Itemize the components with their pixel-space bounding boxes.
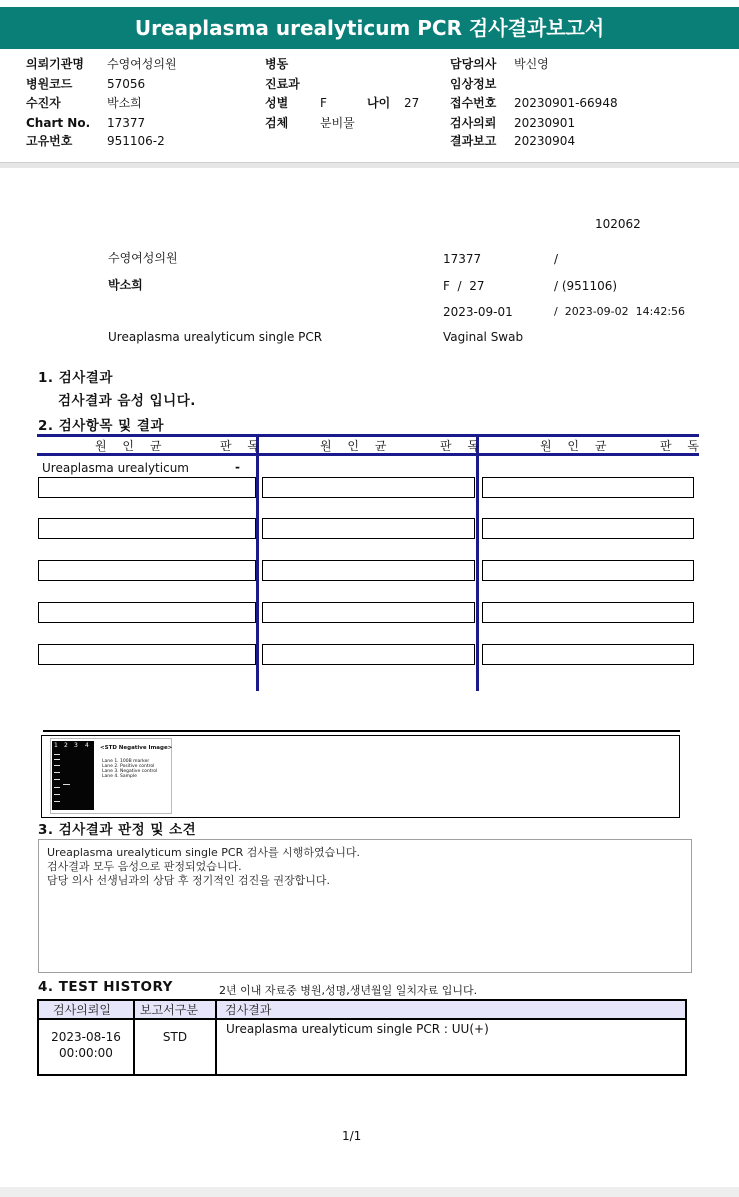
opinion-line: 검사결과 모두 음성으로 판정되었습니다. <box>47 860 242 873</box>
history-header-result: 검사결과 <box>225 1003 272 1017</box>
summary-chart: 17377 <box>443 252 482 266</box>
header-label-request-date: 검사의뢰 <box>450 116 497 130</box>
opinion-box <box>38 839 692 973</box>
result-box <box>482 477 694 498</box>
section1-result: 검사결과 음성 입니다. <box>58 393 196 409</box>
results-table-divider-1 <box>256 434 259 691</box>
section4-note: 2년 이내 자료중 병원,성명,생년월일 일치자료 입니다. <box>219 984 478 997</box>
header-value-patient: 박소희 <box>107 96 142 110</box>
header-label-chart: Chart No. <box>26 116 91 130</box>
gel-caption-line: Lane 2. Positive control <box>102 764 155 769</box>
result-box <box>482 560 694 581</box>
summary-patient: 박소희 <box>108 278 143 292</box>
result-box <box>38 644 256 665</box>
summary-hospital: 수영여성의원 <box>108 251 178 265</box>
gel-band <box>54 759 60 760</box>
page-number: 1/1 <box>342 1129 362 1143</box>
header-value-age: 27 <box>404 96 420 110</box>
result-judgement-value: - <box>235 460 240 474</box>
section3-title: 3. 검사결과 판정 및 소견 <box>38 822 197 838</box>
header-label-age: 나이 <box>367 96 391 110</box>
gel-band <box>54 779 60 780</box>
history-row-date: 2023-08-16 <box>51 1030 121 1044</box>
result-pathogen-name: Ureaplasma urealyticum <box>42 461 189 475</box>
section1-title: 1. 검사결과 <box>38 370 113 386</box>
header-label-report-date: 결과보고 <box>450 134 497 148</box>
gel-band <box>63 784 70 785</box>
summary-code: 102062 <box>595 217 641 231</box>
history-row-result: Ureaplasma urealyticum single PCR : UU(+) <box>226 1022 489 1036</box>
header-value-institution: 수영여성의원 <box>107 57 177 71</box>
header-label-dept: 진료과 <box>265 77 300 91</box>
summary-birth: / (951106) <box>554 279 618 293</box>
gel-caption-line: Lane 1. 100B marker <box>102 759 150 764</box>
history-col-divider <box>215 1001 217 1074</box>
col-header-pathogen-3: 원 인 균 <box>540 439 613 453</box>
history-table <box>37 999 687 1076</box>
result-box <box>482 644 694 665</box>
col-header-pathogen-1: 원 인 균 <box>95 439 168 453</box>
header-value-report-date: 20230904 <box>514 134 576 148</box>
history-row-type: STD <box>162 1030 188 1044</box>
result-box <box>262 518 475 539</box>
header-label-receipt-no: 접수번호 <box>450 96 497 110</box>
header-label-patient: 수진자 <box>26 96 61 110</box>
header-label-ward: 병동 <box>265 57 289 71</box>
gel-band <box>54 794 60 795</box>
result-box <box>38 560 256 581</box>
col-header-judgement-2: 판 독 <box>440 439 485 453</box>
summary-date1: 2023-09-01 <box>443 305 513 319</box>
summary-slash: / <box>554 252 559 266</box>
gel-caption-title: <STD Negative Image> <box>100 745 173 751</box>
result-box <box>262 644 475 665</box>
result-box <box>38 602 256 623</box>
gel-band <box>54 787 60 788</box>
result-box <box>262 560 475 581</box>
section4-title: 4. TEST HISTORY <box>38 979 173 995</box>
header-label-specimen: 검체 <box>265 116 289 130</box>
gel-lane-label: 2 <box>64 742 68 749</box>
header-value-doctor: 박신영 <box>514 57 549 71</box>
footer-bar <box>0 1187 739 1197</box>
gel-electrophoresis-image <box>52 741 94 810</box>
header-value-hospital-code: 57056 <box>107 77 146 91</box>
gel-band <box>54 801 60 802</box>
col-header-judgement-1: 판 독 <box>220 439 265 453</box>
gel-lane-label: 1 <box>54 742 58 749</box>
gel-band <box>54 765 60 766</box>
results-table-divider-2 <box>476 434 479 691</box>
result-box <box>38 477 256 498</box>
header-label-institution: 의뢰기관명 <box>26 57 84 71</box>
opinion-line: Ureaplasma urealyticum single PCR 검사를 시행하였습니다. <box>47 846 360 859</box>
header-value-specimen: 분비물 <box>320 116 355 130</box>
summary-specimen: Vaginal Swab <box>443 330 524 344</box>
header-value-unique-id: 951106-2 <box>107 134 165 148</box>
header-value-chart: 17377 <box>107 116 146 130</box>
history-row-time: 00:00:00 <box>59 1046 113 1060</box>
history-header-type: 보고서구분 <box>140 1003 198 1017</box>
gel-separator <box>43 730 680 732</box>
header-label-unique-id: 고유번호 <box>26 134 73 148</box>
gel-lane-label: 4 <box>85 742 89 749</box>
header-value-sex: F <box>320 96 327 110</box>
header-label-clinical-info: 임상정보 <box>450 77 497 91</box>
col-header-judgement-3: 판 독 <box>660 439 705 453</box>
history-header-date: 검사의뢰일 <box>53 1003 111 1017</box>
result-box <box>38 518 256 539</box>
col-header-pathogen-2: 원 인 균 <box>320 439 393 453</box>
header-value-request-date: 20230901 <box>514 116 576 130</box>
result-box <box>262 602 475 623</box>
gel-band <box>54 772 60 773</box>
header-label-sex: 성별 <box>265 96 289 110</box>
result-box <box>482 602 694 623</box>
header-value-receipt-no: 20230901-66948 <box>514 96 618 110</box>
header-label-hospital-code: 병원코드 <box>26 77 73 91</box>
section2-title: 2. 검사항목 및 결과 <box>38 418 164 434</box>
gel-lane-label: 3 <box>74 742 78 749</box>
report-title: Ureaplasma urealyticum PCR 검사결과보고서 <box>0 7 739 49</box>
header-label-doctor: 담당의사 <box>450 57 497 71</box>
gel-caption-line: Lane 4. Sample <box>102 774 137 779</box>
gel-caption-line: Lane 3. Negative control <box>102 769 158 774</box>
gel-band <box>54 754 60 755</box>
result-box <box>262 477 475 498</box>
summary-test-name: Ureaplasma urealyticum single PCR <box>108 330 323 344</box>
header-divider <box>0 162 739 168</box>
history-table-header <box>39 1001 685 1020</box>
opinion-line: 담당 의사 선생님과의 상담 후 정기적인 검진을 권장합니다. <box>47 874 330 887</box>
summary-date2: / 2023-09-02 14:42:56 <box>554 305 686 318</box>
summary-sex-age: F / 27 <box>443 279 485 293</box>
result-box <box>482 518 694 539</box>
